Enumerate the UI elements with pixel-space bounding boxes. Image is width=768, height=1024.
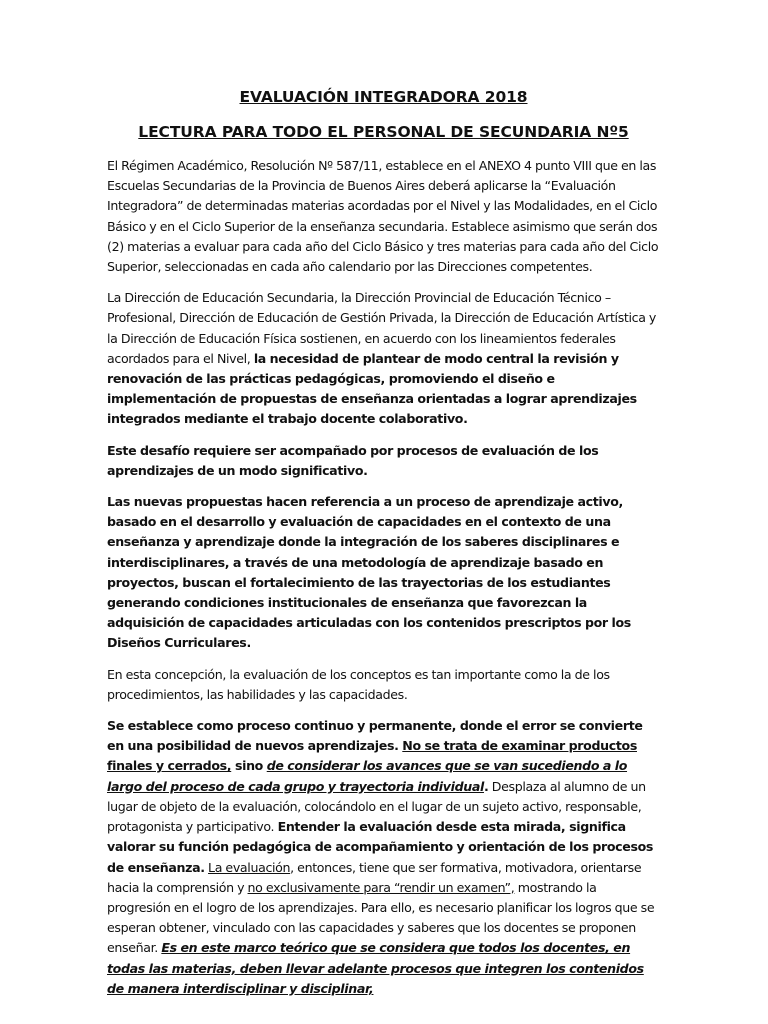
paragraph-emphasis: Se establece como proceso continuo y permanente, donde el error se convierte en una posibilidad de nuevos aprendizajes.	[107, 718, 643, 754]
document-page	[107, 88, 660, 999]
paragraph-proceso-continuo	[107, 716, 660, 999]
paragraph-direcciones	[107, 288, 660, 429]
underlined-emphasis: No se trata de examinar productos finales y cerrados,	[107, 738, 637, 774]
underlined-emphasis: Es en este marco teórico que se considera que todos los docentes, en todas las materias, deben llevar adelante procesos que integren los contenidos de manera interdisciplinar y disciplinar,	[107, 940, 644, 996]
paragraph-desafio: Este desafío requiere ser acompañado por procesos de evaluación de los aprendizajes de un modo significativo.	[107, 442, 599, 478]
document-title: EVALUACIÓN INTEGRADORA 2018	[239, 88, 528, 106]
paragraph-concepcion: En esta concepción, la evaluación de los conceptos es tan importante como la de los procedimientos, las habilidades y las capacidades.	[107, 666, 610, 702]
paragraph-text: sino	[231, 758, 267, 774]
underlined-emphasis: de considerar los avances que se van sucediendo a lo largo del proceso de cada grupo y trayectoria individual	[107, 758, 628, 794]
paragraph-text: .	[483, 778, 489, 794]
paragraph-text: , entonces, tiene que ser formativa, motivadora, orientarse hacia la comprensión y	[107, 859, 642, 895]
paragraph-emphasis: Entender la evaluación desde esta mirada, significa valorar su función pedagógica de acompañamiento y orientación de los procesos de enseñanza.	[107, 819, 654, 875]
paragraph-text: La Dirección de Educación Secundaria, la Dirección Provincial de Educación Técnico – Profesional, Dirección de Educación de Gestión Privada, la Dirección de Educación Artística y la Dirección de Educación Física sostienen, en acuerdo con los lineamientos federales acordados para el Nivel,	[107, 290, 657, 366]
paragraph-emphasis: la necesidad de plantear de modo central la revisión y renovación de las prácticas pedagógicas, promoviendo el diseño e implementación de propuestas de enseñanza orientadas a lograr aprendizajes integrados mediante el trabajo docente colaborativo.	[107, 350, 637, 427]
document-subtitle: LECTURA PARA TODO EL PERSONAL DE SECUNDARIA Nº5	[138, 123, 629, 141]
underlined-text: La evaluación	[208, 859, 291, 875]
paragraph-text: mostrando la progresión en el logro de los aprendizajes. Para ello, es necesario planificar los logros que se esperan obtener, vinculado con las capacidades y saberes que los docentes se proponen enseñar.	[107, 879, 655, 956]
paragraph-nuevas-propuestas: Las nuevas propuestas hacen referencia a un proceso de aprendizaje activo, basado en el desarrollo y evaluación de capacidades en el contexto de una enseñanza y aprendizaje donde la integración de los saberes disciplinares e interdisciplinares, a través de una metodología de aprendizaje basado en proyectos, buscan el fortalecimiento de las trayectorias de los estudiantes generando condiciones institucionales de enseñanza que favorezcan la adquisición de capacidades articuladas con los contenidos prescriptos por los Diseños Curriculares.	[107, 494, 631, 651]
paragraph-regimen-academico: El Régimen Académico, Resolución Nº 587/11, establece en el ANEXO 4 punto VIII que en las Escuelas Secundarias de la Provincia de Buenos Aires deberá aplicarse la “Evaluación Integradora” de determinadas materias acordadas por el Nivel y las Modalidades, en el Ciclo Básico y en el Ciclo Superior de la enseñanza secundaria. Establece asimismo que serán dos (2) materias a evaluar para cada año del Ciclo Básico y tres materias para cada año del Ciclo Superior, seleccionadas en cada año calendario por las Direcciones competentes.	[107, 158, 659, 275]
paragraph-text: Desplaza al alumno de un lugar de objeto de la evaluación, colocándolo en el lugar de un sujeto activo, responsable, protagonista y participativo.	[107, 778, 646, 835]
underlined-text: no exclusivamente para “rendir un examen”,	[247, 879, 515, 895]
